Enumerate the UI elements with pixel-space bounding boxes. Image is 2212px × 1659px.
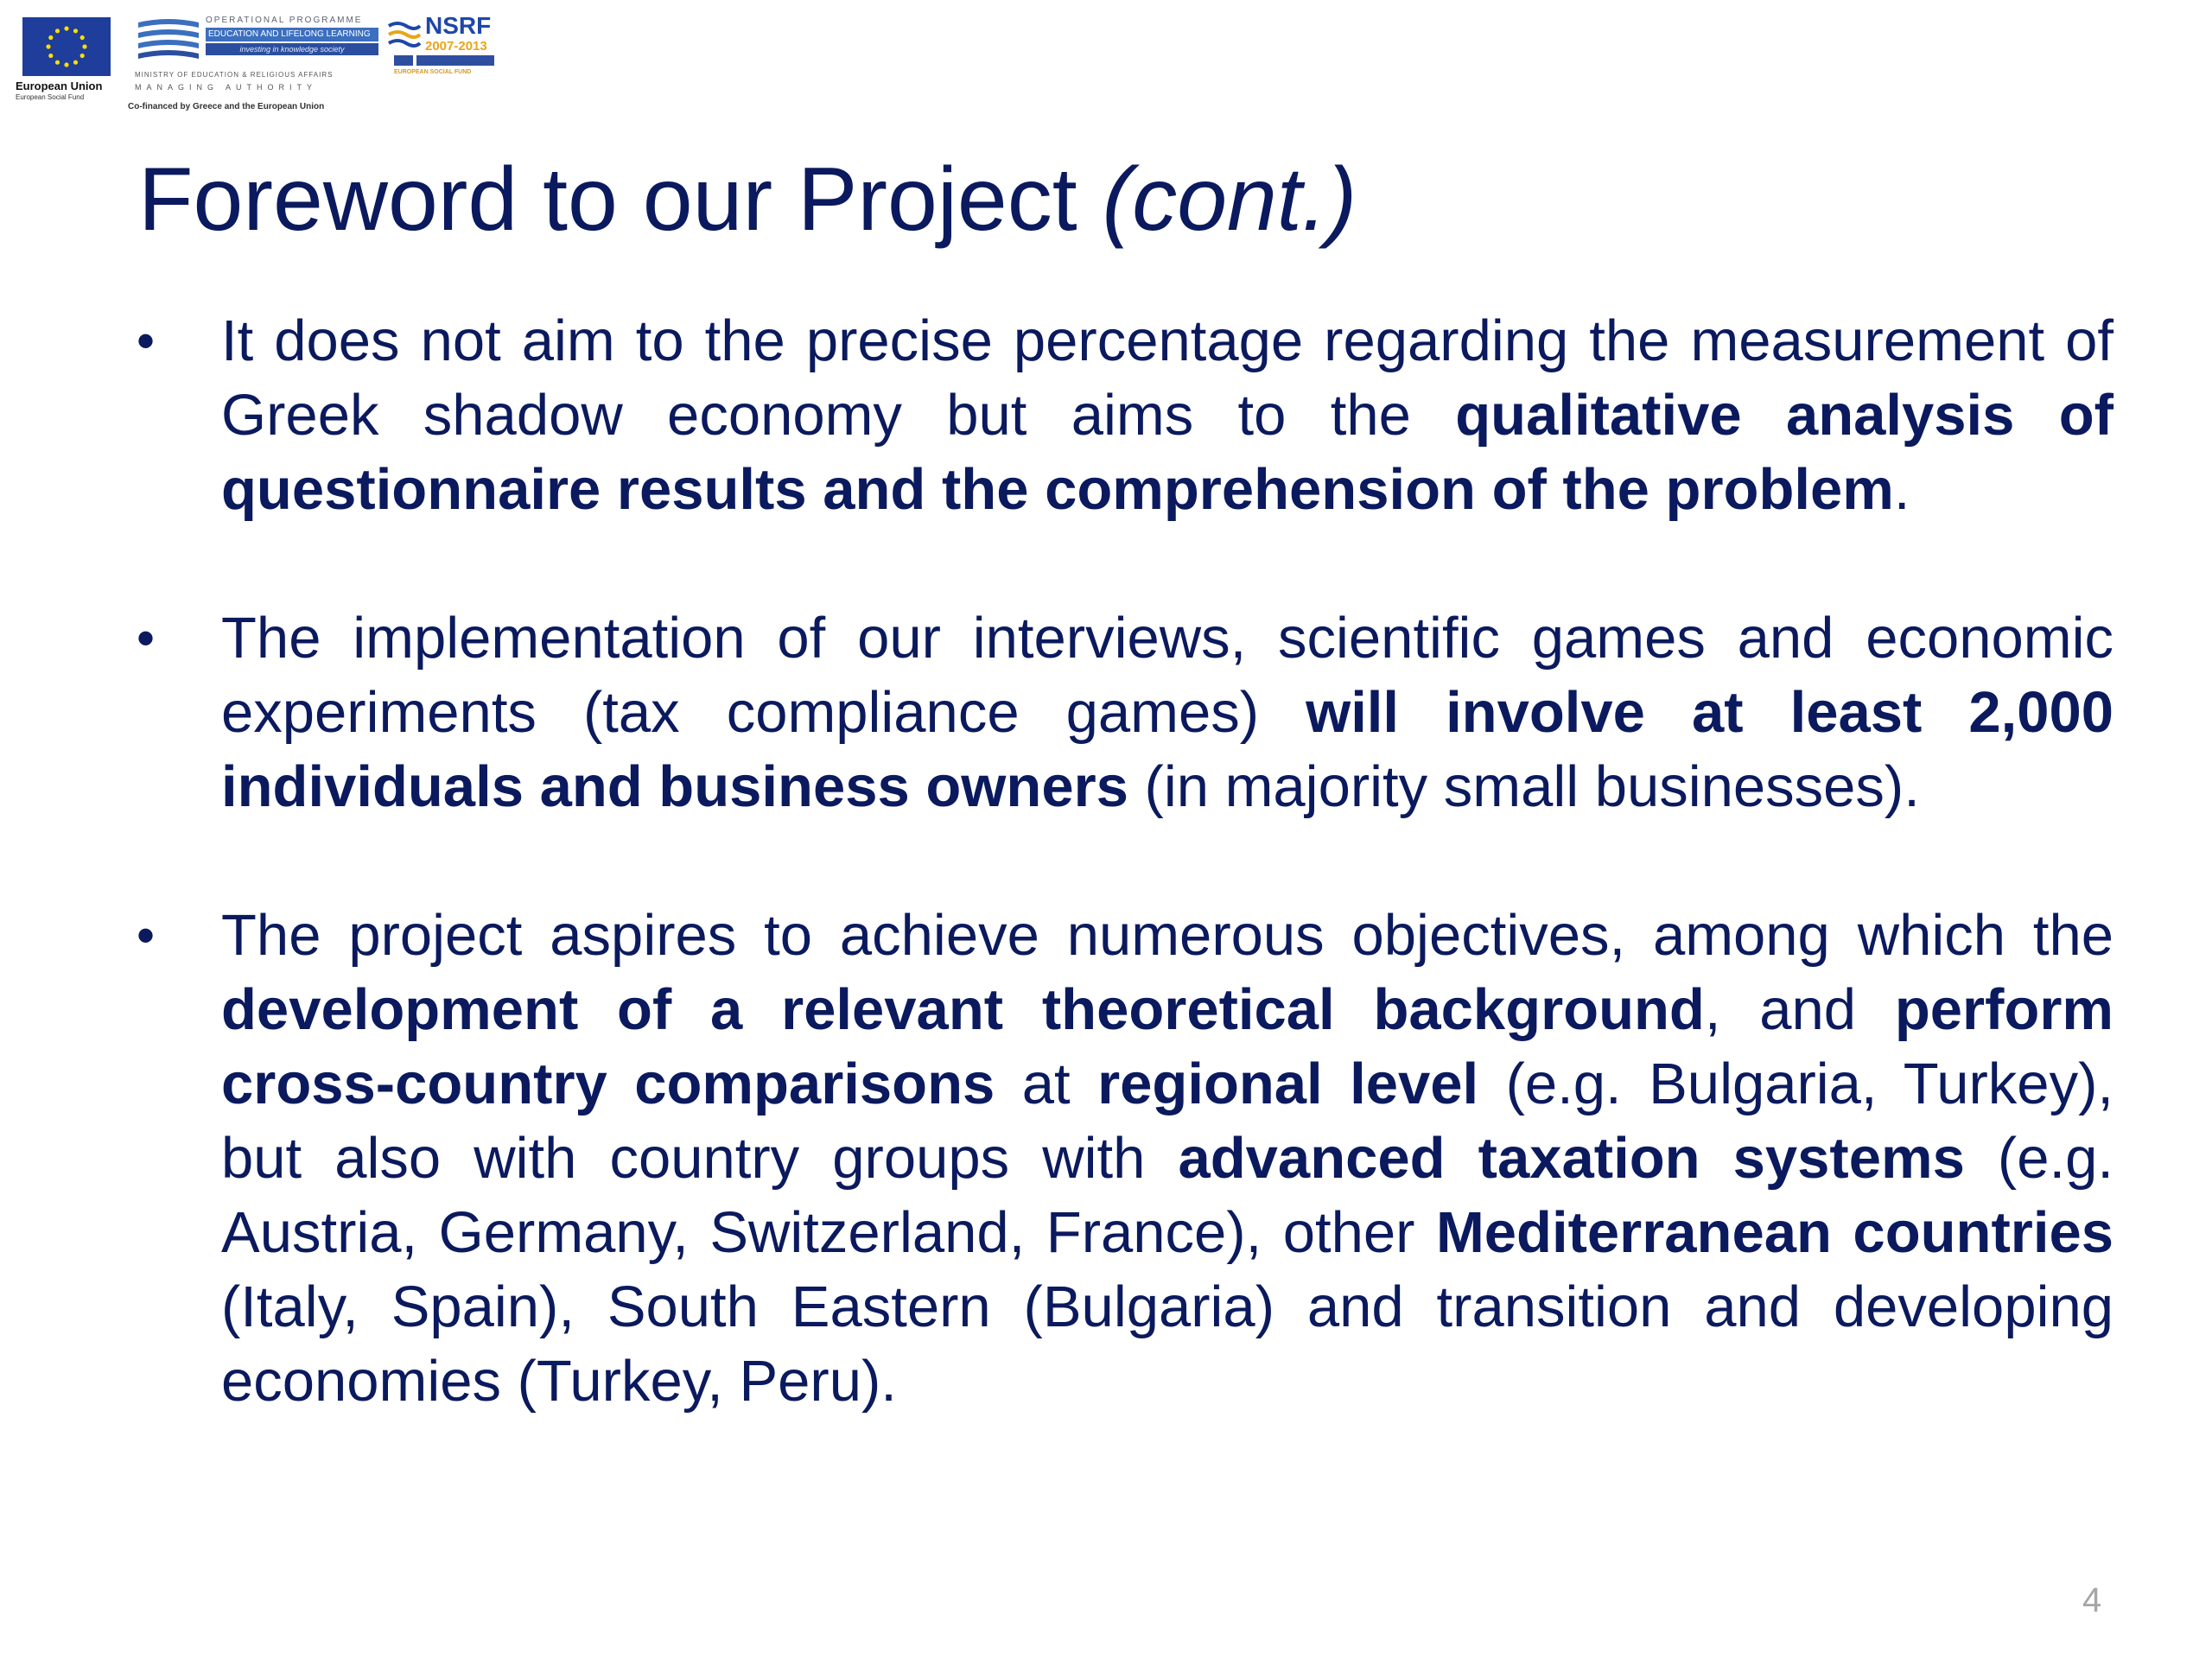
bullet-item (137, 304, 2113, 527)
bullet-text: , and (1704, 977, 1895, 1042)
page-number: 4 (2082, 1581, 2102, 1619)
nsrf-years: 2007-2013 (425, 39, 487, 54)
slide-title-suffix: (cont.) (1102, 149, 1357, 250)
bullet-emphasis: qualitative analysis of questionnaire results and the comprehension of the problem (221, 383, 2113, 522)
bullet-emphasis: advanced taxation systems (1178, 1126, 1965, 1191)
programme-slogan: investing in knowledge society (206, 43, 378, 55)
book-emblem-icon (135, 16, 202, 66)
nsrf-programme-box (416, 55, 494, 66)
bullet-emphasis: Mediterranean countries (1435, 1200, 2114, 1265)
bullet-emphasis: will involve at least 2,000 individuals and business owners (221, 680, 2113, 819)
bullet-emphasis: regional level (1097, 1052, 1479, 1116)
programme-name: EDUCATION AND LIFELONG LEARNING (206, 28, 378, 41)
nsrf-wave-icon (387, 19, 422, 50)
programme-label: OPERATIONAL PROGRAMME (206, 16, 363, 25)
slide-title (138, 149, 1357, 252)
bullet-text: (e.g. Bulgaria, Turkey), but also with country groups with (221, 1052, 2113, 1191)
bullet-text: (Italy, Spain), South Eastern (Bulgaria) and transition and developing economies (Turkey, Peru). (221, 1274, 2113, 1414)
bullet-text: . (1893, 457, 1910, 522)
bullet-text: The implementation of our interviews, scientific games and economic experiments (tax compliance games) (221, 606, 2113, 745)
greek-flag-icon (394, 55, 413, 66)
slide-title-main: Foreword to our Project (138, 149, 1103, 250)
bullet-list (137, 304, 2113, 1493)
eu-name: European Union (16, 79, 103, 92)
eu-flag-icon (22, 17, 111, 76)
bullet-emphasis: development of a relevant theoretical background (221, 977, 1705, 1042)
managing-authority: MANAGING AUTHORITY (135, 83, 318, 92)
bullet-text: The project aspires to achieve numerous objectives, among which the (221, 903, 2113, 968)
nsrf-fund-name: EUROPEAN SOCIAL FUND (394, 69, 472, 75)
nsrf-name: NSRF (425, 12, 492, 39)
bullet-text: It does not aim to the precise percentage regarding the measurement of Greek shadow economy but aims to the (221, 308, 2113, 448)
cofinanced-caption: Co-financed by Greece and the European Union (128, 102, 325, 111)
bullet-emphasis: perform cross-country comparisons (221, 977, 2113, 1116)
bullet-text: at (995, 1052, 1098, 1116)
bullet-text: (e.g. Austria, Germany, Switzerland, France), other (221, 1126, 2114, 1265)
eu-fund-name: European Social Fund (16, 93, 85, 101)
bullet-item (137, 601, 2113, 824)
logo-banner (0, 0, 510, 125)
ministry-name: MINISTRY OF EDUCATION & RELIGIOUS AFFAIRS (135, 71, 334, 79)
bullet-item (137, 899, 2113, 1419)
bullet-text: (in majority small businesses). (1128, 754, 1920, 819)
